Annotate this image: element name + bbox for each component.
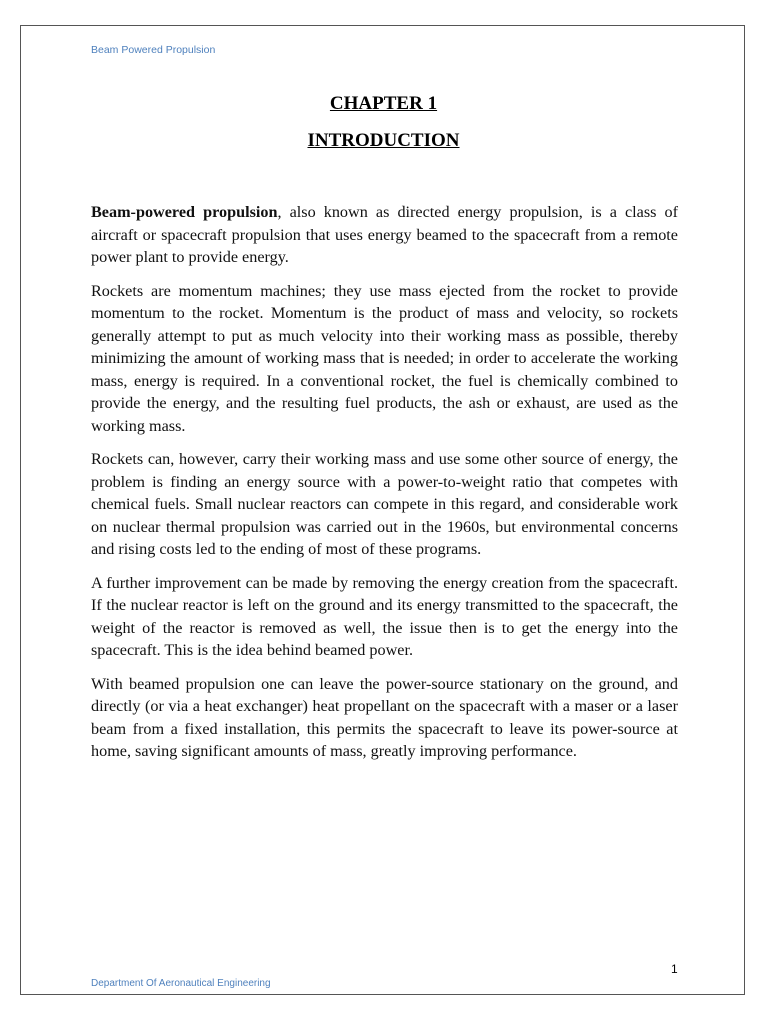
body-text (91, 201, 678, 774)
page-header: Beam Powered Propulsion (91, 44, 216, 56)
paragraph-1 (91, 201, 678, 269)
document-page (20, 25, 745, 995)
lead-term: Beam-powered propulsion (91, 203, 278, 221)
paragraph-1-text: , also known as directed energy propulsion, is a class of aircraft or spacecraft propulsion that uses energy beamed to the spacecraft from a remote power plant to provide energy. (91, 203, 678, 266)
chapter-title: INTRODUCTION (307, 130, 460, 151)
paragraph-3: Rockets can, however, carry their working mass and use some other source of energy, the problem is finding an energy source with a power-to-weight ratio that competes with chemical fuels. Small nuclear reactors can compete in this regard, and considerable work on nuclear thermal propulsion was carried out in the 1960s, but environmental concerns and rising costs led to the ending of most of these programs. (91, 450, 678, 558)
paragraph-5: With beamed propulsion one can leave the power-source stationary on the ground, and directly (or via a heat exchanger) heat propellant on the spacecraft with a maser or a laser beam from a fixed installation, this permits the spacecraft to leave its power-source at home, saving significant amounts of mass, greatly improving performance. (91, 674, 678, 760)
page-footer: Department Of Aeronautical Engineering (91, 978, 271, 989)
page-number: 1 (671, 962, 678, 976)
paragraph-4: A further improvement can be made by removing the energy creation from the spacecraft. If the nuclear reactor is left on the ground and its energy transmitted to the spacecraft, the weight of the reactor is removed as well, the issue then is to get the energy into the spacecraft. This is the idea behind beamed power. (91, 573, 678, 659)
chapter-number: CHAPTER 1 (329, 93, 438, 114)
paragraph-2: Rockets are momentum machines; they use mass ejected from the rocket to provide momentum to the rocket. Momentum is the product of mass and velocity, so rockets generally attempt to put as much velocity into their working mass as possible, thereby minimizing the amount of working mass that is needed; in order to accelerate the working mass, energy is required. In a conventional rocket, the fuel is chemically combined to provide the energy, and the resulting fuel products, the ash or exhaust, are used as the working mass. (91, 281, 678, 435)
